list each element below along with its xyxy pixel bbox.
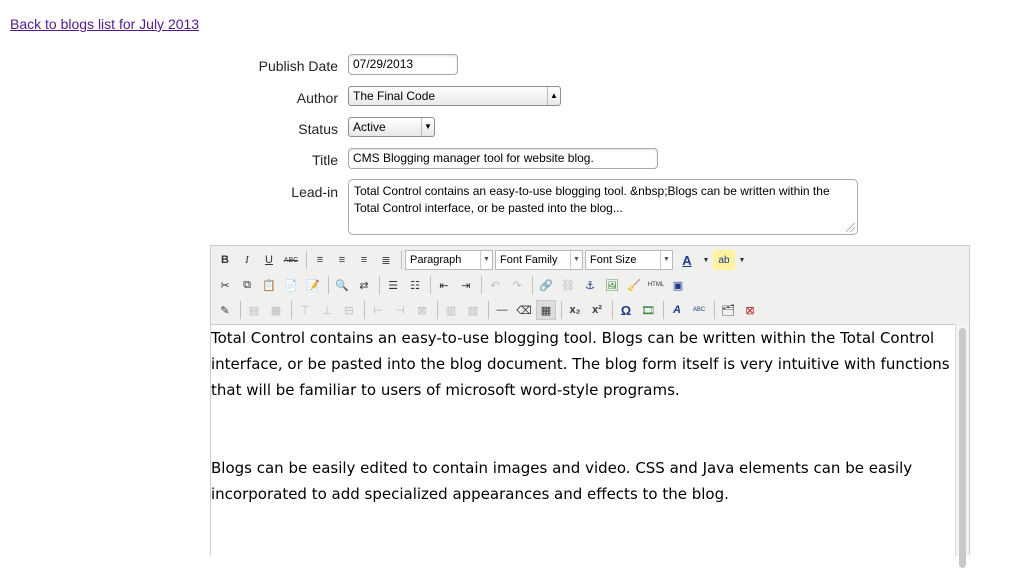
image-icon[interactable]: 🖼 — [605, 279, 619, 292]
merge-cells-icon[interactable]: ▧ — [467, 304, 479, 317]
row-props-icon[interactable]: ▤ — [248, 304, 260, 317]
replace-icon[interactable]: ⇄ — [359, 279, 369, 292]
font-family-select-value: Font Family — [500, 254, 558, 266]
toolbar-row-2 — [215, 274, 690, 296]
delete-row-icon[interactable]: ⊟ — [344, 304, 354, 317]
author-select[interactable] — [348, 86, 561, 106]
toolbar-separator — [532, 276, 533, 294]
leadin-textarea[interactable] — [348, 179, 858, 235]
media-icon[interactable]: 🎞 — [641, 304, 655, 317]
align-center-icon[interactable]: ≡ — [338, 254, 346, 266]
redo-icon[interactable]: ↷ — [512, 279, 522, 292]
toolbar-separator — [561, 301, 562, 319]
cleanup-icon[interactable]: 🧹 — [627, 279, 641, 292]
subscript-button[interactable]: x₂ — [569, 304, 581, 316]
toolbar-separator — [612, 301, 613, 319]
chevron-down-icon: ▼ — [660, 251, 672, 269]
title-label: Title — [312, 152, 338, 168]
fullscreen-icon[interactable]: ▣ — [672, 279, 684, 292]
insert-table-icon[interactable]: ✎ — [220, 304, 230, 317]
special-char-button[interactable]: Ω — [620, 302, 632, 318]
cut-icon[interactable]: ✂ — [220, 279, 230, 292]
chevron-down-icon: ▼ — [570, 251, 582, 269]
indent-icon[interactable]: ⇥ — [461, 279, 471, 292]
align-justify-icon[interactable]: ≣ — [381, 254, 391, 267]
col-before-icon[interactable]: ⊢ — [373, 304, 383, 317]
paste-text-icon[interactable]: 📄 — [284, 279, 298, 292]
toolbar-row-1 — [215, 249, 749, 271]
toolbar-row-3 — [215, 299, 762, 321]
html-source-button[interactable]: HTML — [647, 282, 665, 288]
chevron-down-icon[interactable]: ▼ — [738, 256, 746, 264]
row-before-icon[interactable]: ⊤ — [300, 304, 310, 317]
toolbar-separator — [240, 301, 241, 319]
status-label: Status — [298, 121, 338, 137]
delete-col-icon[interactable]: ⊠ — [417, 304, 427, 317]
text-color-icon[interactable]: A — [682, 252, 692, 268]
bullet-list-icon[interactable]: ☰ — [388, 279, 398, 292]
toolbar-separator — [663, 301, 664, 319]
font-size-select[interactable] — [585, 250, 673, 270]
content-paragraph: Blogs can be easily edited to contain images and video. CSS and Java elements can be easily incorporated to add specialized appearances and effects to the blog. — [211, 459, 913, 503]
font-size-select-value: Font Size — [590, 254, 637, 266]
align-right-icon[interactable]: ≡ — [360, 254, 368, 266]
scrollbar-thumb[interactable] — [959, 328, 966, 568]
editor-content[interactable] — [211, 324, 957, 557]
toolbar-separator — [401, 251, 402, 269]
link-icon[interactable]: 🔗 — [539, 279, 553, 292]
toolbar-separator — [714, 301, 715, 319]
anchor-icon[interactable]: ⚓ — [585, 279, 595, 292]
status-select[interactable] — [348, 117, 435, 137]
col-after-icon[interactable]: ⊣ — [395, 304, 405, 317]
undo-icon[interactable]: ↶ — [490, 279, 500, 292]
underline-button[interactable]: U — [265, 254, 273, 266]
paste-icon[interactable]: 📋 — [262, 279, 276, 292]
leadin-text: Total Control contains an easy-to-use blogging tool. &nbsp;Blogs can be written within the Total Control interface, or be pasted into the blog... — [354, 184, 830, 215]
styles-icon[interactable]: A — [673, 304, 681, 316]
rich-text-editor — [210, 245, 970, 555]
resize-grip-icon[interactable] — [846, 223, 855, 232]
toolbar-separator — [379, 276, 380, 294]
italic-button[interactable]: I — [245, 254, 249, 266]
publish-date-label: Publish Date — [258, 58, 338, 74]
template-icon[interactable]: 🗂 — [721, 304, 735, 317]
chevron-down-icon[interactable]: ▼ — [702, 256, 710, 264]
author-label: Author — [296, 90, 338, 106]
remove-format-icon[interactable]: ⌫ — [516, 304, 532, 317]
split-cells-icon[interactable]: ▥ — [445, 304, 457, 317]
chevron-down-icon: ▲ — [547, 87, 560, 105]
toolbar-separator — [306, 251, 307, 269]
status-select-value: Active — [353, 120, 386, 134]
editor-scrollbar[interactable] — [955, 324, 969, 556]
spellcheck-button[interactable]: ABC — [692, 307, 706, 313]
blank-line — [211, 403, 957, 455]
title-input[interactable]: CMS Blogging manager tool for website blog. — [348, 148, 658, 169]
toolbar-separator — [430, 276, 431, 294]
highlight-color-icon[interactable]: ab — [713, 250, 735, 270]
toolbar-separator — [328, 276, 329, 294]
format-select[interactable] — [405, 250, 493, 270]
find-icon[interactable]: 🔍 — [335, 279, 349, 292]
row-after-icon[interactable]: ⊥ — [322, 304, 332, 317]
publish-date-input[interactable]: 07/29/2013 — [348, 54, 458, 75]
format-select-value: Paragraph — [410, 254, 462, 266]
back-to-blogs-link[interactable]: Back to blogs list for July 2013 — [10, 16, 200, 32]
content-paragraph: Total Control contains an easy-to-use blogging tool. Blogs can be written within the Total Control interface, or be pasted into the blog document. The blog form itself is very intuitive with functions that will be familiar to users of microsoft word-style programs. — [211, 329, 950, 399]
outdent-icon[interactable]: ⇤ — [439, 279, 449, 292]
paste-word-icon[interactable]: 📝 — [306, 279, 320, 292]
visual-aid-icon[interactable]: ▦ — [536, 300, 556, 320]
numbered-list-icon[interactable]: ☷ — [410, 279, 420, 292]
superscript-button[interactable]: x² — [592, 304, 602, 316]
copy-icon[interactable]: ⧉ — [243, 278, 251, 291]
leadin-label: Lead-in — [291, 184, 338, 200]
chevron-down-icon: ▼ — [480, 251, 492, 269]
cell-props-icon[interactable]: ▦ — [270, 304, 282, 317]
align-left-icon[interactable]: ≡ — [316, 254, 324, 266]
author-select-value: The Final Code — [353, 89, 436, 103]
horizontal-rule-icon[interactable]: — — [496, 304, 508, 316]
bold-button[interactable]: B — [221, 254, 229, 266]
toolbar-separator — [437, 301, 438, 319]
toolbar-separator — [291, 301, 292, 319]
strikethrough-button[interactable]: ABC — [283, 256, 299, 264]
unlink-icon[interactable]: ⛓ — [561, 279, 575, 292]
toolbar-separator — [481, 276, 482, 294]
chevron-down-icon: ▼ — [421, 118, 434, 136]
toolbar-separator — [488, 301, 489, 319]
font-family-select[interactable] — [495, 250, 583, 270]
toolbar-separator — [364, 301, 365, 319]
pdf-icon[interactable]: ⊠ — [745, 304, 755, 317]
